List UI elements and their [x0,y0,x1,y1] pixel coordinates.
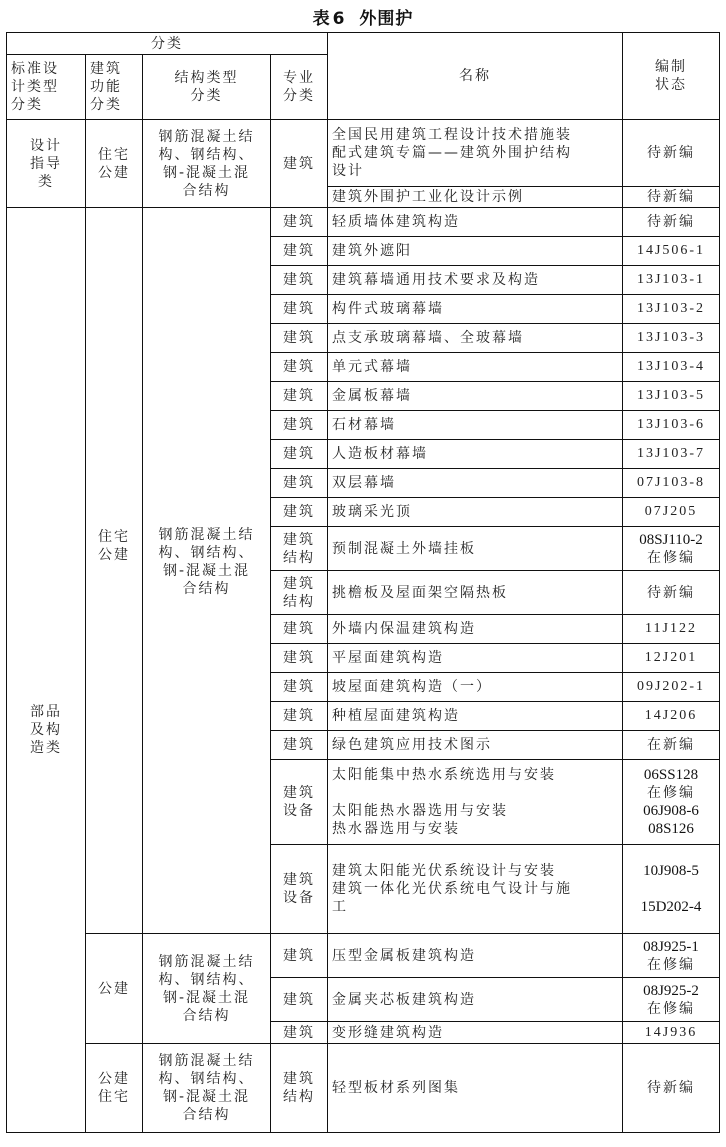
name-cell: 外墙内保温建筑构造 [328,615,623,644]
discipline-cell: 建筑 [271,382,328,411]
discipline-cell: 建筑 [271,644,328,673]
function-cell: 住宅 公建 [86,120,143,208]
discipline-cell: 建筑 [271,440,328,469]
name-cell: 石材幕墙 [328,411,623,440]
table-row [7,120,720,187]
discipline-cell: 建筑 设备 [271,845,328,934]
header-function: 建筑 功能 分类 [86,55,143,120]
status-cell: 14J936 [623,1022,720,1044]
status-cell: 12J201 [623,644,720,673]
status-cell: 08J925-1 在修编 [623,934,720,978]
discipline-cell: 建筑 [271,208,328,237]
status-cell: 待新编 [623,1044,720,1133]
name-cell: 轻质墙体建筑构造 [328,208,623,237]
header-design-type: 标准设 计类型 分类 [7,55,86,120]
name-cell: 点支承玻璃幕墙、全玻幕墙 [328,324,623,353]
status-cell: 13J103-3 [623,324,720,353]
status-cell: 07J103-8 [623,469,720,498]
table-title [0,4,726,29]
status-cell: 10J908-5 15D202-4 [623,845,720,934]
discipline-cell: 建筑 [271,353,328,382]
discipline-cell: 建筑 设备 [271,760,328,845]
name-cell: 轻型板材系列图集 [328,1044,623,1133]
structure-cell: 钢筋混凝土结 构、钢结构、 钢-混凝土混 合结构 [143,120,271,208]
status-cell: 13J103-1 [623,266,720,295]
header-discipline: 专业 分类 [271,55,328,120]
discipline-cell: 建筑 结构 [271,1044,328,1133]
header-status: 编制 状态 [623,33,720,120]
discipline-cell: 建筑 [271,295,328,324]
table-row [7,934,720,978]
name-cell: 全国民用建筑工程设计技术措施装 配式建筑专篇——建筑外围护结构 设计 [328,120,623,187]
name-cell: 变形缝建筑构造 [328,1022,623,1044]
discipline-cell: 建筑 [271,615,328,644]
table-title-text: 外围护 [359,9,414,29]
status-cell: 13J103-6 [623,411,720,440]
status-cell: 13J103-5 [623,382,720,411]
name-cell: 金属板幕墙 [328,382,623,411]
table-title-number: 6 [332,9,346,29]
design-type-cell: 部品 及构 造类 [7,208,86,1133]
header-row-group [7,33,720,55]
status-cell: 08J925-2 在修编 [623,978,720,1022]
name-cell: 建筑幕墙通用技术要求及构造 [328,266,623,295]
status-cell: 在新编 [623,731,720,760]
discipline-cell: 建筑 结构 [271,527,328,571]
name-cell: 玻璃采光顶 [328,498,623,527]
header-name: 名称 [328,33,623,120]
function-cell: 公建 住宅 [86,1044,143,1133]
name-cell: 双层幕墙 [328,469,623,498]
name-cell: 坡屋面建筑构造（一） [328,673,623,702]
status-cell: 待新编 [623,208,720,237]
status-cell: 待新编 [623,571,720,615]
standards-table [6,32,720,1133]
discipline-cell: 建筑 [271,498,328,527]
function-cell: 住宅 公建 [86,208,143,934]
status-cell: 08SJ110-2 在修编 [623,527,720,571]
status-cell: 13J103-4 [623,353,720,382]
status-cell: 11J122 [623,615,720,644]
name-cell: 预制混凝土外墙挂板 [328,527,623,571]
discipline-cell: 建筑 [271,411,328,440]
status-cell: 13J103-2 [623,295,720,324]
name-cell: 建筑太阳能光伏系统设计与安装 建筑一体化光伏系统电气设计与施 工 [328,845,623,934]
table-title-prefix: 表 [312,9,331,29]
design-type-cell: 设计 指导 类 [7,120,86,208]
status-cell: 待新编 [623,187,720,208]
table-row [7,1044,720,1133]
discipline-cell: 建筑 [271,673,328,702]
discipline-cell: 建筑 [271,978,328,1022]
header-structure: 结构类型 分类 [143,55,271,120]
discipline-cell: 建筑 [271,266,328,295]
discipline-cell: 建筑 [271,469,328,498]
name-cell: 平屋面建筑构造 [328,644,623,673]
structure-cell: 钢筋混凝土结 构、钢结构、 钢-混凝土混 合结构 [143,208,271,934]
name-cell: 压型金属板建筑构造 [328,934,623,978]
status-cell: 07J205 [623,498,720,527]
name-cell: 单元式幕墙 [328,353,623,382]
discipline-cell: 建筑 结构 [271,571,328,615]
status-cell: 06SS128 在修编 06J908-6 08S126 [623,760,720,845]
status-cell: 09J202-1 [623,673,720,702]
name-cell: 挑檐板及屋面架空隔热板 [328,571,623,615]
name-cell: 太阳能集中热水系统选用与安装 太阳能热水器选用与安装 热水器选用与安装 [328,760,623,845]
discipline-cell: 建筑 [271,324,328,353]
discipline-cell: 建筑 [271,934,328,978]
name-cell: 金属夹芯板建筑构造 [328,978,623,1022]
table-row [7,208,720,237]
discipline-cell: 建筑 [271,1022,328,1044]
discipline-cell: 建筑 [271,702,328,731]
discipline-cell: 建筑 [271,237,328,266]
name-cell: 建筑外遮阳 [328,237,623,266]
name-cell: 人造板材幕墙 [328,440,623,469]
name-cell: 建筑外围护工业化设计示例 [328,187,623,208]
name-cell: 种植屋面建筑构造 [328,702,623,731]
name-cell: 构件式玻璃幕墙 [328,295,623,324]
discipline-cell: 建筑 [271,120,328,208]
status-cell: 待新编 [623,120,720,187]
status-cell: 14J506-1 [623,237,720,266]
structure-cell: 钢筋混凝土结 构、钢结构、 钢-混凝土混 合结构 [143,934,271,1044]
header-classification: 分类 [7,33,328,55]
name-cell: 绿色建筑应用技术图示 [328,731,623,760]
status-cell: 14J206 [623,702,720,731]
structure-cell: 钢筋混凝土结 构、钢结构、 钢-混凝土混 合结构 [143,1044,271,1133]
status-cell: 13J103-7 [623,440,720,469]
function-cell: 公建 [86,934,143,1044]
discipline-cell: 建筑 [271,731,328,760]
